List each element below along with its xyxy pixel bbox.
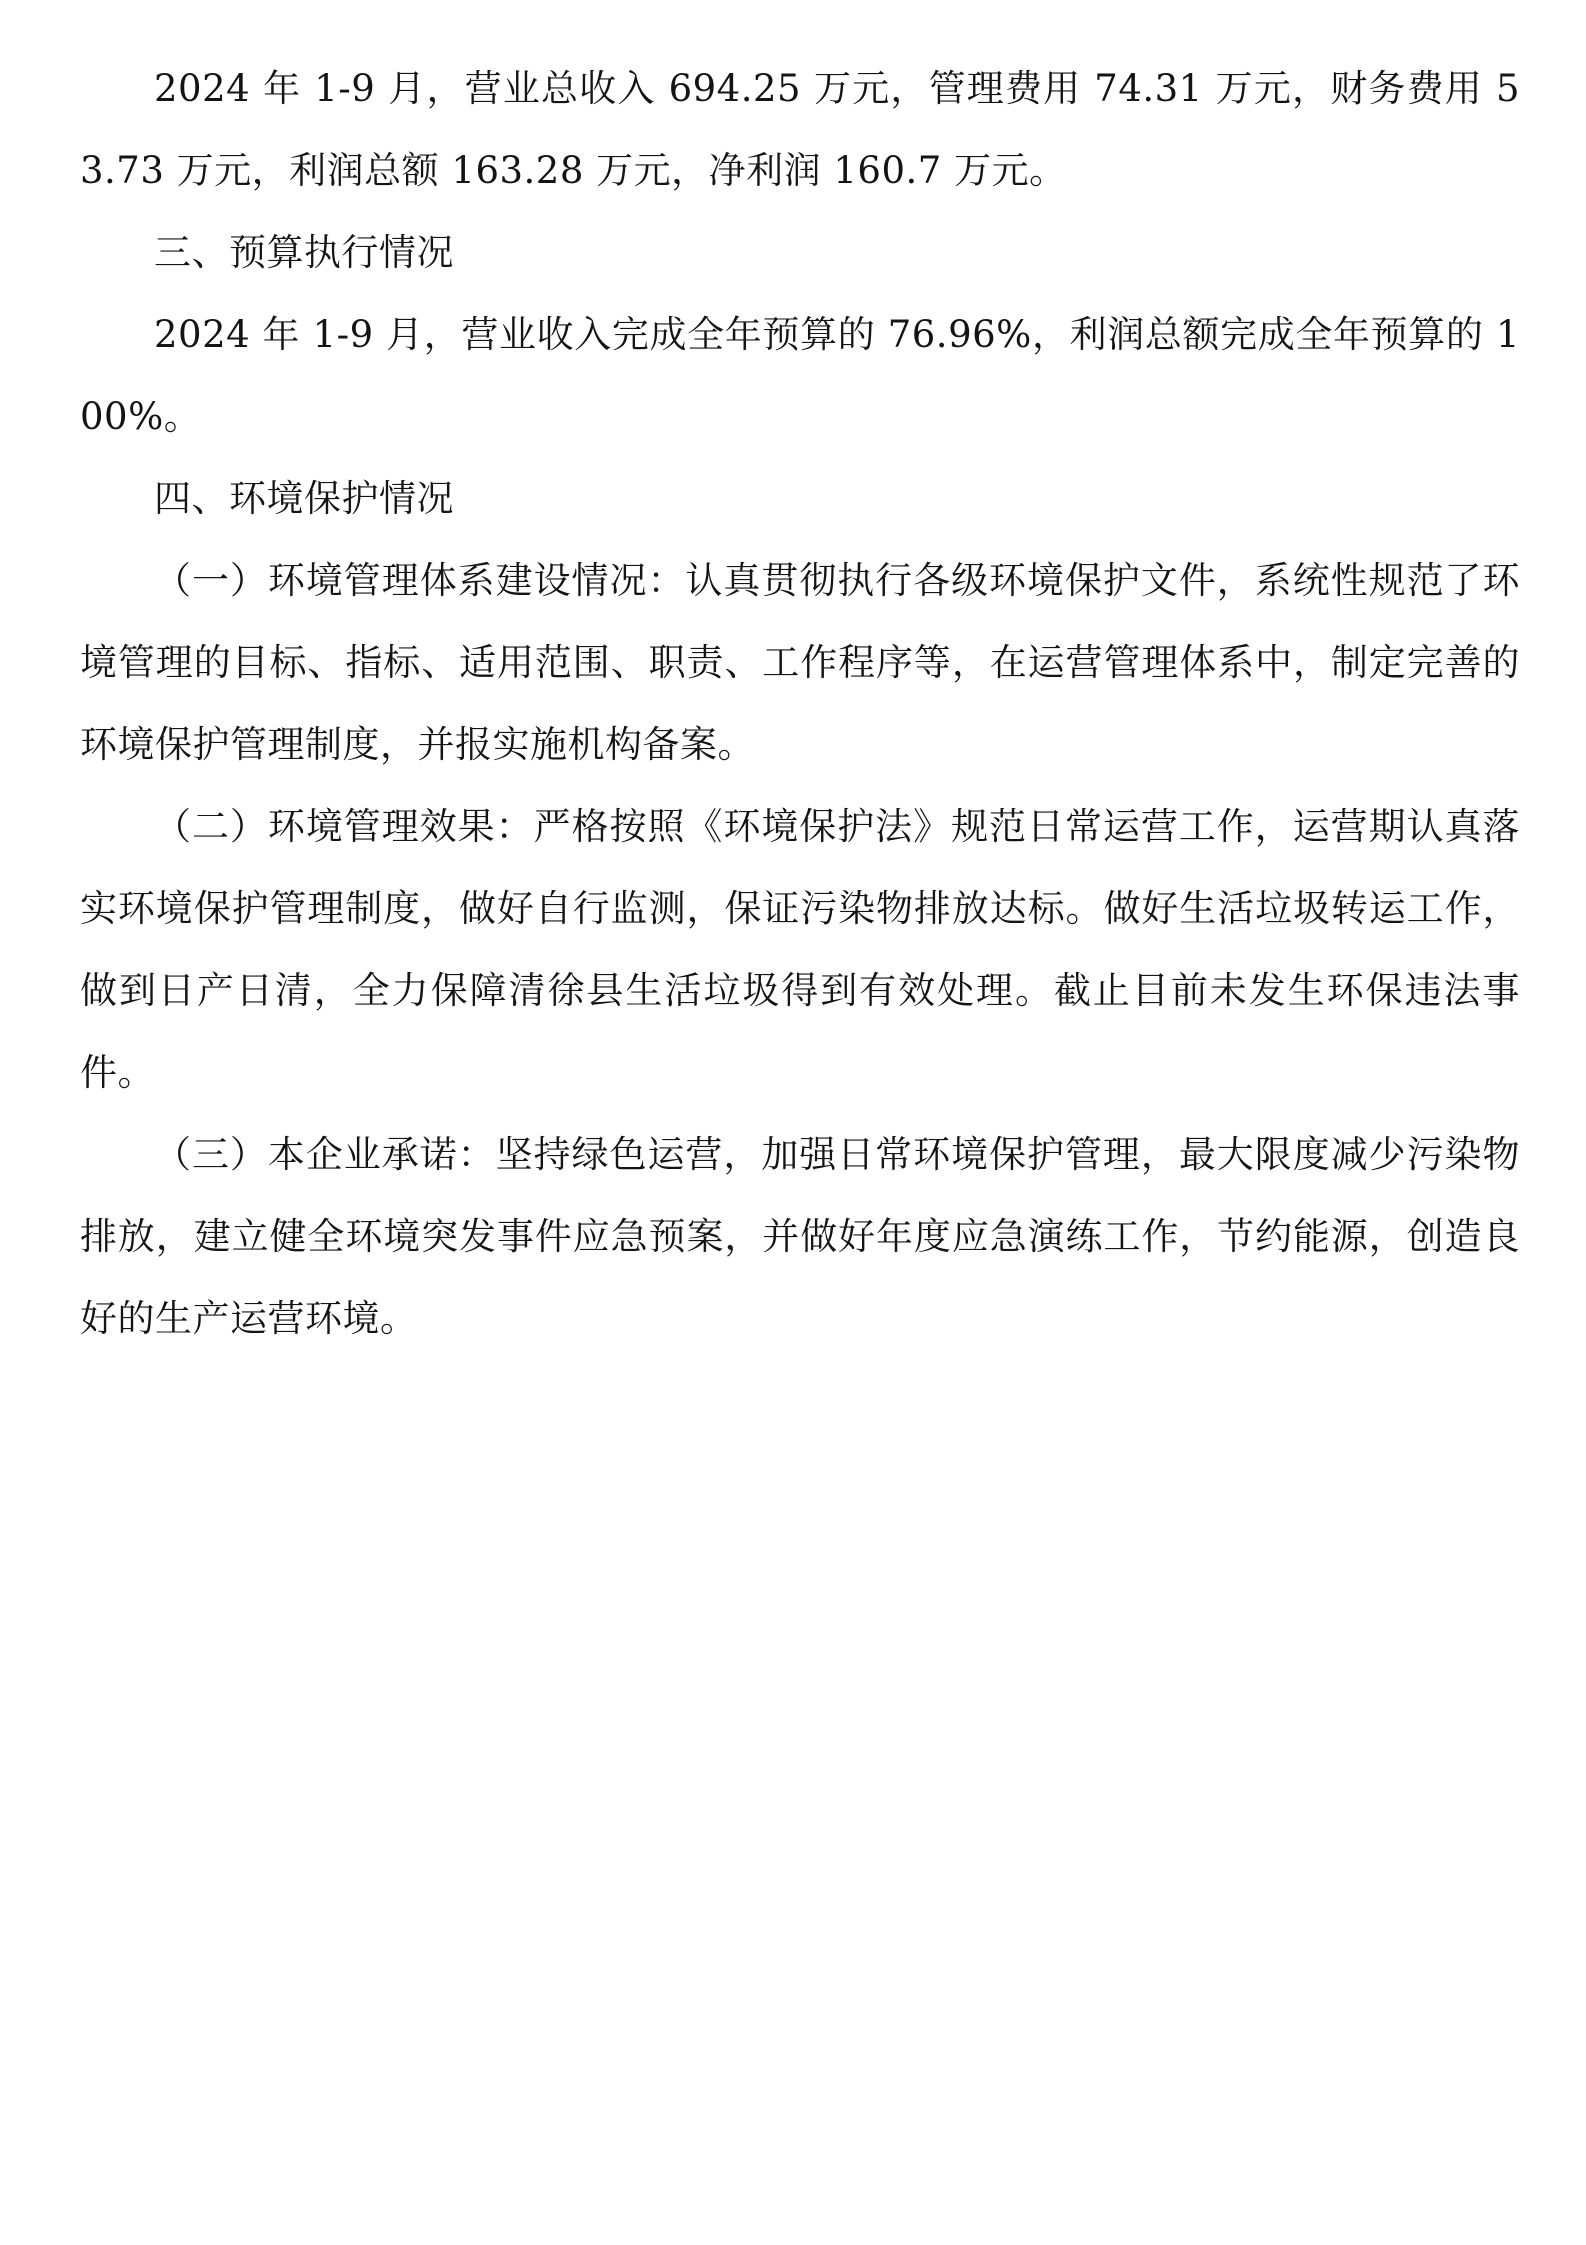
environment-system-paragraph: （一）环境管理体系建设情况：认真贯彻执行各级环境保护文件，系统性规范了环境管理的目标、指标、适用范围、职责、工作程序等，在运营管理体系中，制定完善的环境保护管理制度，并报实施机构备案。 — [80, 559, 1520, 766]
document-body — [80, 48, 1520, 1360]
enterprise-commitment-paragraph: （三）本企业承诺：坚持绿色运营，加强日常环境保护管理，最大限度减少污染物排放，建立健全环境突发事件应急预案，并做好年度应急演练工作，节约能源，创造良好的生产运营环境。 — [80, 1133, 1520, 1340]
section-heading-environment: 四、环境保护情况 — [154, 477, 454, 520]
budget-execution-paragraph: 2024 年 1-9 月，营业收入完成全年预算的 76.96%，利润总额完成全年预算的 100%。 — [80, 313, 1520, 438]
environment-effect-paragraph: （二）环境管理效果：严格按照《环境保护法》规范日常运营工作，运营期认真落实环境保护管理制度，做好自行监测，保证污染物排放达标。做好生活垃圾转运工作，做到日产日清，全力保障清徐县生活垃圾得到有效处理。截止目前未发生环保违法事件。 — [80, 805, 1520, 1094]
financial-summary-paragraph: 2024 年 1-9 月，营业总收入 694.25 万元，管理费用 74.31 万元，财务费用 53.73 万元，利润总额 163.28 万元，净利润 160.7 万元。 — [80, 67, 1520, 192]
section-heading-budget: 三、预算执行情况 — [154, 231, 454, 274]
